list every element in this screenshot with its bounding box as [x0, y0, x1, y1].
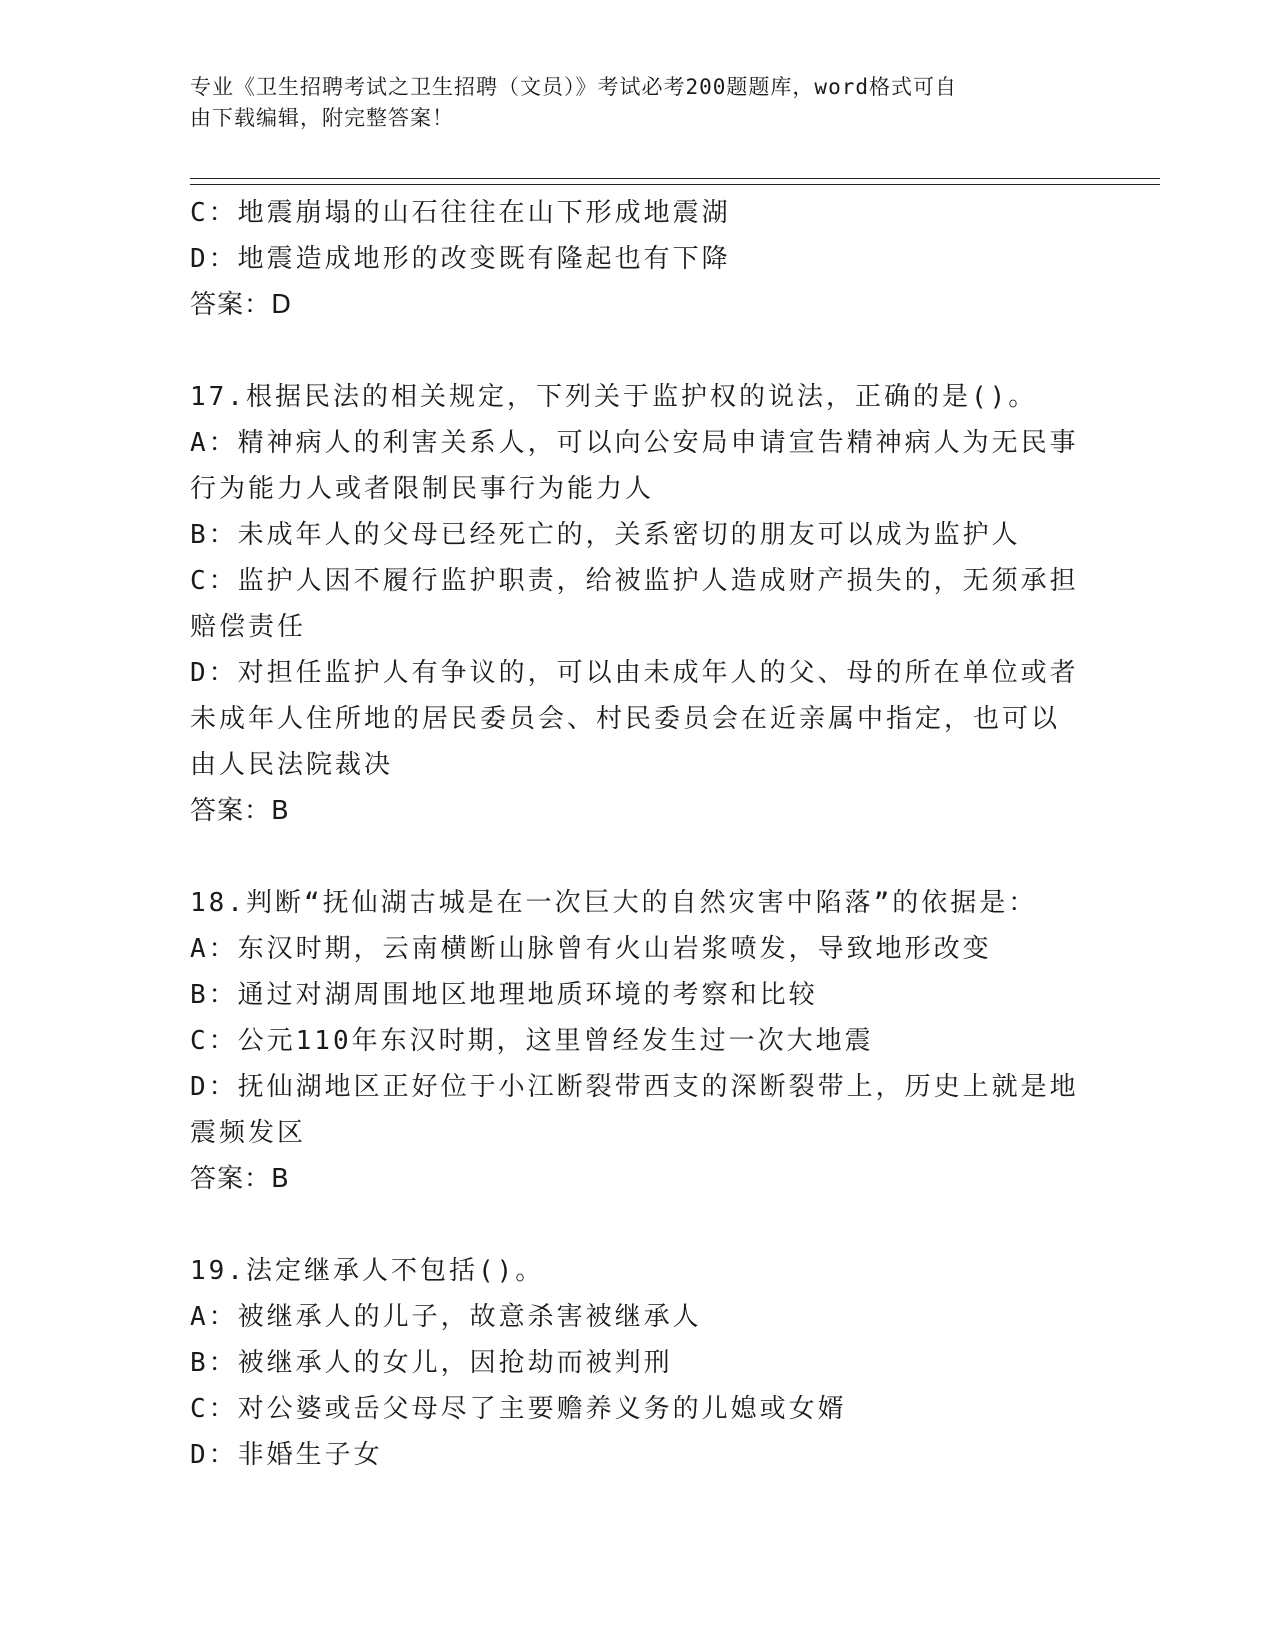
- header-divider-top: [190, 178, 1160, 179]
- option-c-cont: 赔偿责任: [190, 612, 307, 642]
- option-d-cont: 震频发区: [190, 1118, 307, 1148]
- option-b: B：未成年人的父母已经死亡的，关系密切的朋友可以成为监护人: [190, 520, 1021, 550]
- question-17: [190, 374, 1090, 834]
- option-a: A：被继承人的儿子，故意杀害被继承人: [190, 1302, 702, 1332]
- answer: 答案：D: [190, 290, 293, 320]
- question-18: [190, 880, 1090, 1202]
- option-a: A：东汉时期，云南横断山脉曾有火山岩浆喷发，导致地形改变: [190, 934, 992, 964]
- prev-question: [190, 190, 1090, 328]
- option-a-cont: 行为能力人或者限制民事行为能力人: [190, 474, 655, 504]
- answer: 答案：B: [190, 1164, 290, 1194]
- option-d: D：对担任监护人有争议的，可以由未成年人的父、母的所在单位或者: [190, 658, 1079, 688]
- header-divider-bottom: [190, 184, 1160, 185]
- option-c: C：对公婆或岳父母尽了主要赡养义务的儿媳或女婿: [190, 1394, 847, 1424]
- option-d-cont: 由人民法院裁决: [190, 750, 394, 780]
- option-d: D：非婚生子女: [190, 1440, 383, 1470]
- header-line-1: 专业《卫生招聘考试之卫生招聘（文员）》考试必考200题题库，word格式可自: [190, 75, 957, 99]
- option-b: B：被继承人的女儿，因抢劫而被判刑: [190, 1348, 673, 1378]
- option-c: C：公元110年东汉时期，这里曾经发生过一次大地震: [190, 1026, 874, 1056]
- question-stem: 18.判断“抚仙湖古城是在一次巨大的自然灾害中陷落”的依据是：: [190, 888, 1038, 918]
- question-stem: 19.法定继承人不包括()。: [190, 1256, 545, 1286]
- option-c: C：地震崩塌的山石往往在山下形成地震湖: [190, 198, 731, 228]
- option-d: D：抚仙湖地区正好位于小江断裂带西支的深断裂带上，历史上就是地: [190, 1072, 1079, 1102]
- option-d-cont: 未成年人住所地的居民委员会、村民委员会在近亲属中指定，也可以: [190, 704, 1061, 734]
- header-line-2: 由下载编辑，附完整答案！: [190, 106, 454, 130]
- question-stem: 17.根据民法的相关规定，下列关于监护权的说法，正确的是()。: [190, 382, 1038, 412]
- question-19: [190, 1248, 1090, 1478]
- option-d: D：地震造成地形的改变既有隆起也有下降: [190, 244, 731, 274]
- option-a: A：精神病人的利害关系人，可以向公安局申请宣告精神病人为无民事: [190, 428, 1079, 458]
- option-c: C：监护人因不履行监护职责，给被监护人造成财产损失的，无须承担: [190, 566, 1079, 596]
- answer: 答案：B: [190, 796, 290, 826]
- option-b: B：通过对湖周围地区地理地质环境的考察和比较: [190, 980, 818, 1010]
- document-header: [190, 72, 1070, 134]
- question-list: [190, 190, 1090, 1478]
